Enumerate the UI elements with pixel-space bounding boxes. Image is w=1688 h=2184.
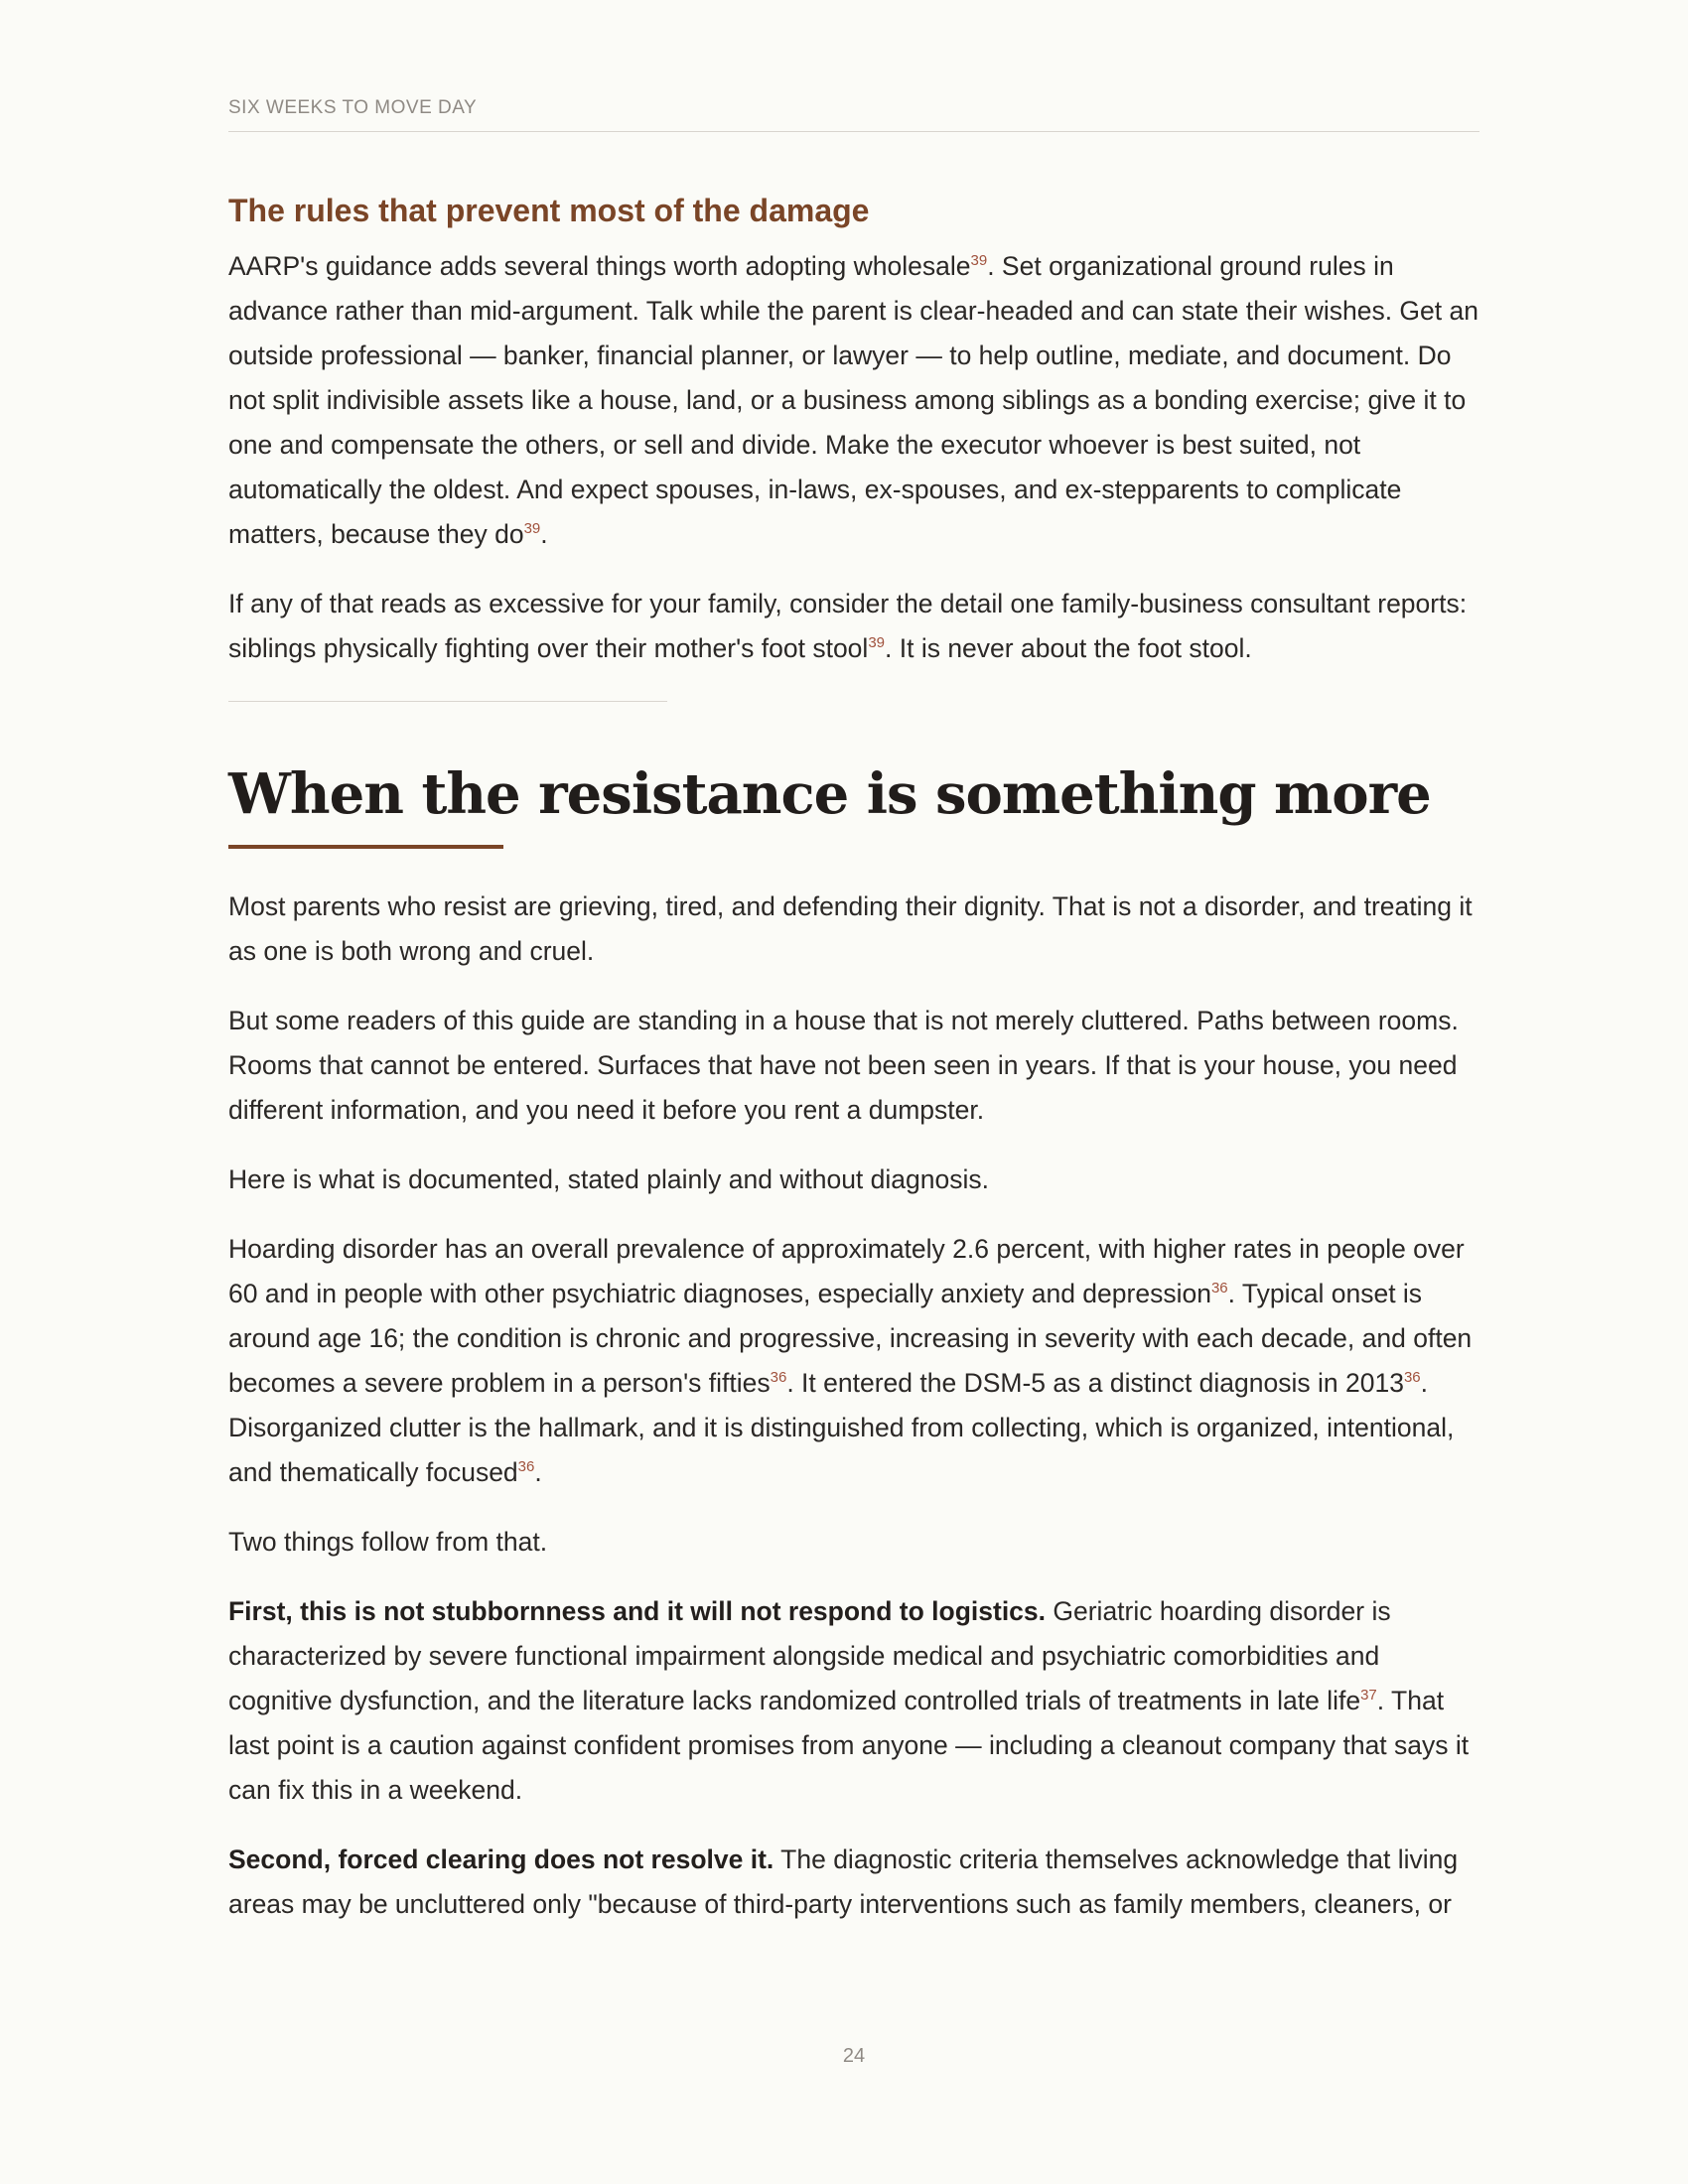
section-divider [228, 701, 667, 702]
footnote-ref[interactable]: 39 [868, 634, 885, 652]
paragraph-documented: Here is what is documented, stated plainly and without diagnosis. [228, 1164, 989, 1194]
paragraph-foot-stool: If any of that reads as excessive for your family, consider the detail one family-business consultant reports: siblings physically fighting over their mother's foot stool$^{39}$. It is never about the foot stool. [228, 589, 1468, 663]
paragraph-hoarding-prevalence: Hoarding disorder has an overall prevalence of approximately 2.6 percent, with higher rates in people over 60 and in people with other psychiatric diagnoses, especially anxiety and depression$^{36}$. Typical onset is around age 16; the condition is chronic and progressive, increasing in severity with each decade, and often becomes a severe problem in a person's fifties$^{36}$. It entered the DSM-5 as a distinct diagnosis in 2013$^{36}$. Disorganized clutter is the hallmark, and it is distinguished from collecting, which is organized, intentional, and thematically focused$^{36}$. [228, 1234, 1473, 1487]
page-number: 24 [842, 2045, 866, 2067]
paragraph-first-point: First, this is not stubbornness and it will not respond to logistics. Geriatric hoarding disorder is characterized by severe functional impairment alongside medical and psychiatric comorbidities and cognitive dysfunction, and the literature lacks randomized controlled trials of treatments in late life$^{37}$. That last point is a caution against confident promises from anyone — including a cleanout company that says it can fix this in a weekend. [228, 1596, 1470, 1805]
footnote-ref[interactable]: 36 [517, 1458, 535, 1476]
paragraph-second-point: Second, forced clearing does not resolve it. The diagnostic criteria themselves acknowledge that living areas may be uncluttered only "because of third-party interventions such as family members, cleaners, or [228, 1844, 1459, 1919]
footnote-ref[interactable]: 36 [1210, 1280, 1228, 1297]
title-underline [228, 845, 503, 849]
paragraph-some-readers: But some readers of this guide are standing in a house that is not merely cluttered. Paths between rooms. Rooms that cannot be entered. Surfaces that have not been seen in years. If that is your house, you need different information, and you need it before you rent a dumpster. [228, 1006, 1459, 1125]
footnote-ref[interactable]: 36 [1403, 1369, 1421, 1387]
running-header: SIX WEEKS TO MOVE DAY [228, 97, 1479, 132]
paragraph-most-parents: Most parents who resist are grieving, tired, and defending their dignity. That is not a disorder, and treating it as one is both wrong and cruel. [228, 891, 1473, 966]
document-page [228, 0, 1479, 2184]
paragraph-two-things: Two things follow from that. [228, 1527, 548, 1557]
page-content [228, 189, 1479, 1952]
bold-lead: Second, forced clearing does not resolve it. [228, 1844, 774, 1874]
footnote-ref[interactable]: 36 [770, 1369, 787, 1387]
footnote-ref[interactable]: 39 [523, 520, 541, 538]
footnote-ref[interactable]: 39 [970, 252, 988, 270]
bold-lead: First, this is not stubbornness and it will not respond to logistics. [228, 1596, 1047, 1626]
subsection-heading: The rules that prevent most of the damage [228, 193, 870, 228]
footnote-ref[interactable]: 37 [1360, 1687, 1377, 1705]
paragraph-aarp-guidance: AARP's guidance adds several things worth adopting wholesale$^{39}$. Set organizational ground rules in advance rather than mid-argument. Talk while the parent is clear-headed and can state their wishes. Get an outside professional — banker, financial planner, or lawyer — to help outline, mediate, and document. Do not split indivisible assets like a house, land, or a business among siblings as a bonding exercise; give it to one and compensate the others, or sell and divide. Make the executor whoever is best suited, not automatically the oldest. And expect spouses, in-laws, ex-spouses, and ex-stepparents to complicate matters, because they do$^{39}$. [228, 251, 1478, 549]
section-title: When the resistance is something more [228, 761, 1431, 827]
